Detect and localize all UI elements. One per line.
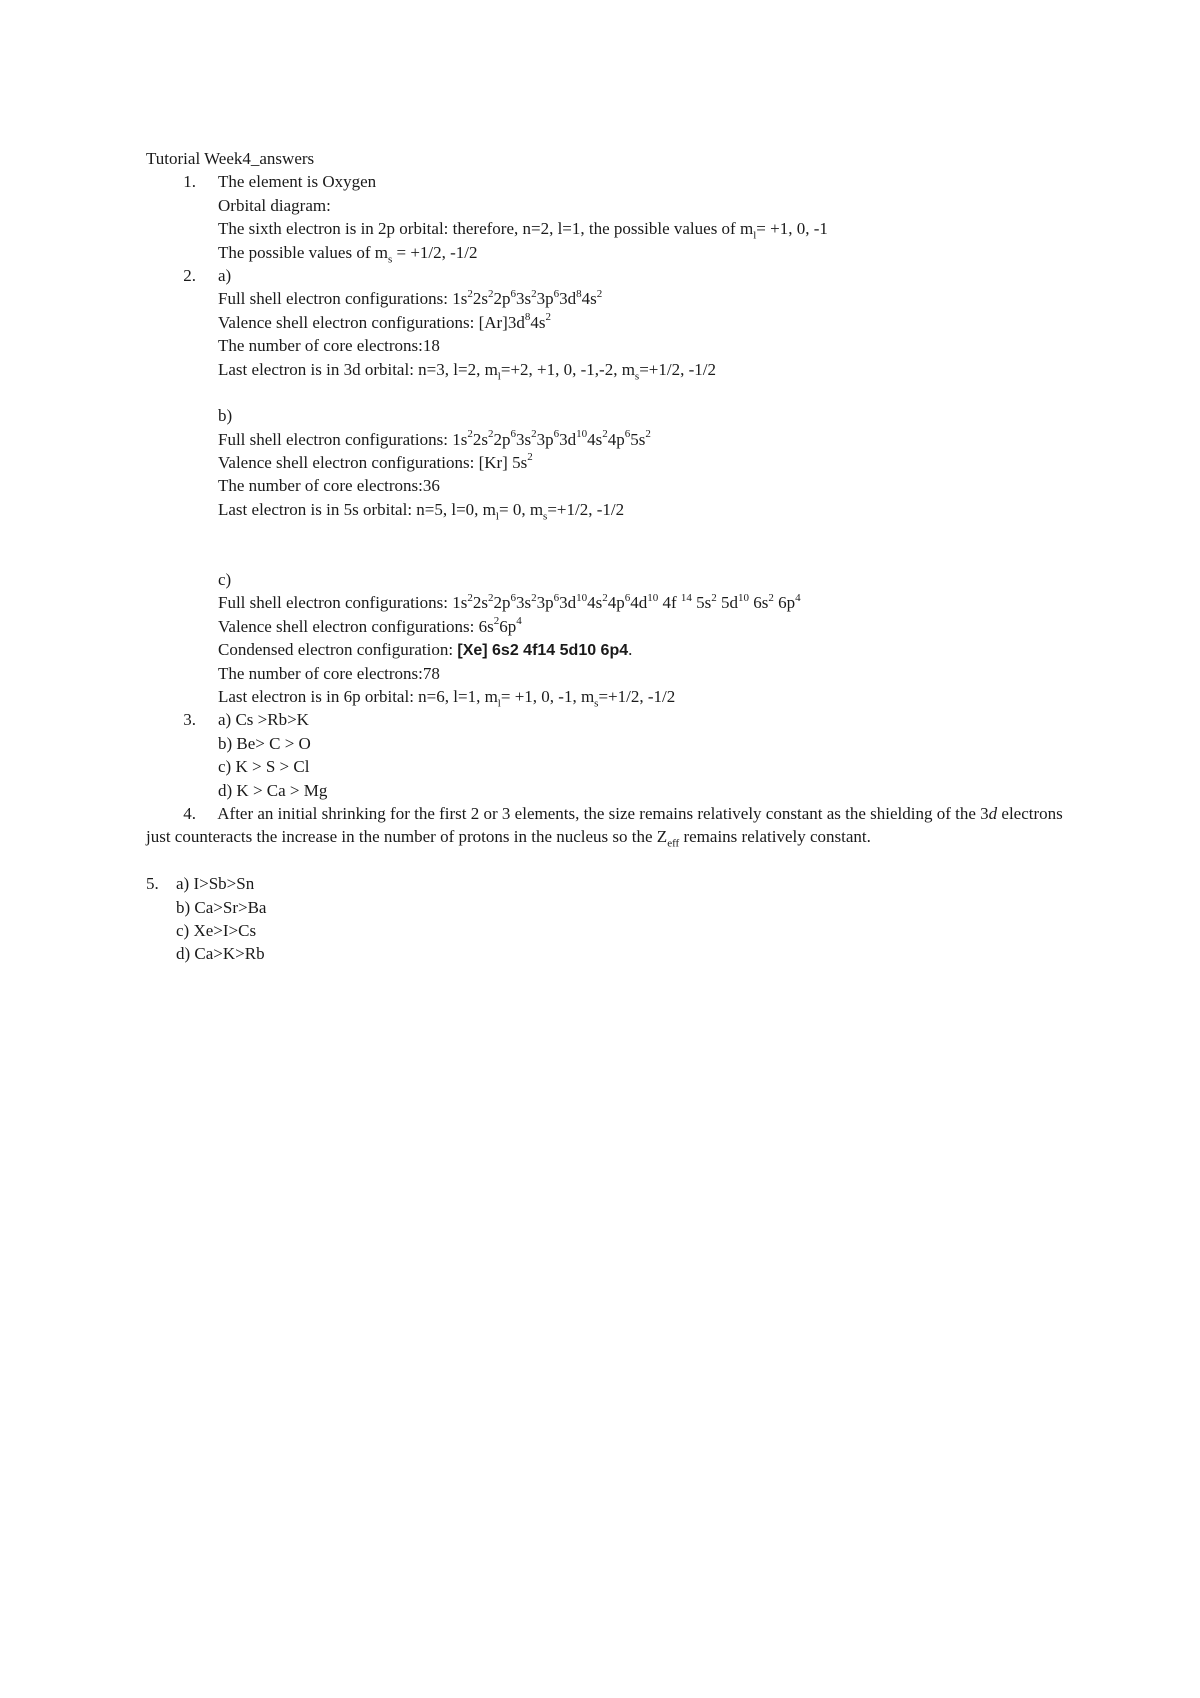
q2b-core-electrons: The number of core electrons:36 <box>218 476 440 496</box>
q2a-last-electron: Last electron is in 3d orbital: n=3, l=2, $m_l=+2$, +1, 0, -1,-2, $m_s=+1/2$, -1/2 <box>218 359 716 382</box>
q2b-last-electron: Last electron is in 5s orbital: n=5, l=0, $m_l= 0$, $m_s=+1/2$, -1/2 <box>218 499 625 523</box>
q3-line-a <box>146 708 1066 731</box>
q2a-core-electrons: The number of core electrons:18 <box>218 336 440 356</box>
q4-marker: 4. <box>183 803 196 823</box>
q2c-condensed-config: Condensed electron configuration: [Xe] 6s2 4f14 5d10 6p4. <box>218 640 633 660</box>
q2c-label: c) <box>218 570 232 590</box>
q2a-label: a) <box>218 265 232 285</box>
q2c-last-electron: Last electron is in 6p orbital: n=6, l=1, $m_l= +1$, 0, -1, $m_s=+1/2$, -1/2 <box>218 686 676 710</box>
q5b: b) Ca>Sr>Ba <box>176 897 267 917</box>
q3a: a) Cs >Rb>K <box>218 710 309 730</box>
q2-line-a <box>146 264 1066 287</box>
q4-paragraph: 4. After an initial shrinking for the first 2 or 3 elements, the size remains relatively constant as the shielding of the 3d electrons just counteracts the increase in the number of protons in the nucleus so the $Z_{eff}$ remains relatively constant. <box>146 803 1063 850</box>
q1-element: The element is Oxygen <box>218 172 377 192</box>
q5a: a) I>Sb>Sn <box>176 874 255 894</box>
q2b-valence-config: Valence shell electron configurations: [Kr] $5s^2$ <box>218 451 533 473</box>
q5-line-a <box>146 872 1066 895</box>
q1-line-1 <box>146 170 1066 193</box>
answers-content <box>146 147 1066 966</box>
q2c-core-electrons: The number of core electrons:78 <box>218 663 440 683</box>
q3b: b) Be> C > O <box>218 733 311 753</box>
spacer <box>146 521 1066 544</box>
q5d: d) Ca>K>Rb <box>176 944 265 964</box>
q1-orbital-diagram: Orbital diagram: <box>218 195 331 215</box>
q2c-full-config: Full shell electron configurations: $1s^22s^22p^63s^23p^63d^{10}4s^24p^64d^{10}$ 4f $^{14}$ $5s^2$ $5d^{10}$ $6s^2$ $6p^4$ <box>218 591 801 613</box>
q5c: c) Xe>I>Cs <box>176 920 257 940</box>
spacer <box>146 381 1066 404</box>
q3d: d) K > Ca > Mg <box>218 780 328 800</box>
q3-marker: 3. <box>183 710 196 730</box>
q1-ms-values: The possible values of $m_s = +1/2$, -1/2 <box>218 242 478 265</box>
spacer <box>146 849 1066 872</box>
q3c: c) K > S > Cl <box>218 757 310 777</box>
q2-marker: 2. <box>183 265 196 285</box>
q2a-valence-config: Valence shell electron configurations: $[Ar]3d^84s^2$ <box>218 311 551 332</box>
spacer <box>146 545 1066 568</box>
q2b-label: b) <box>218 406 233 426</box>
q2b-full-config: Full shell electron configurations: $1s^22s^22p^63s^23p^63d^{10}4s^24p^65s^2$ <box>218 428 651 449</box>
q5-marker: 5. <box>146 874 159 894</box>
q2c-valence-config: Valence shell electron configurations: $6s^26p^4$ <box>218 615 522 636</box>
document-title: Tutorial Week4_answers <box>146 149 315 168</box>
q1-sixth-electron: The sixth electron is in 2p orbital: therefore, n=2, l=1, the possible values of $m_l= +1$, 0, -1 <box>218 219 828 242</box>
q1-marker: 1. <box>183 172 196 192</box>
q2a-full-config: Full shell electron configurations: $1s^22s^22p^63s^23p^63d^84s^2$ <box>218 287 603 309</box>
